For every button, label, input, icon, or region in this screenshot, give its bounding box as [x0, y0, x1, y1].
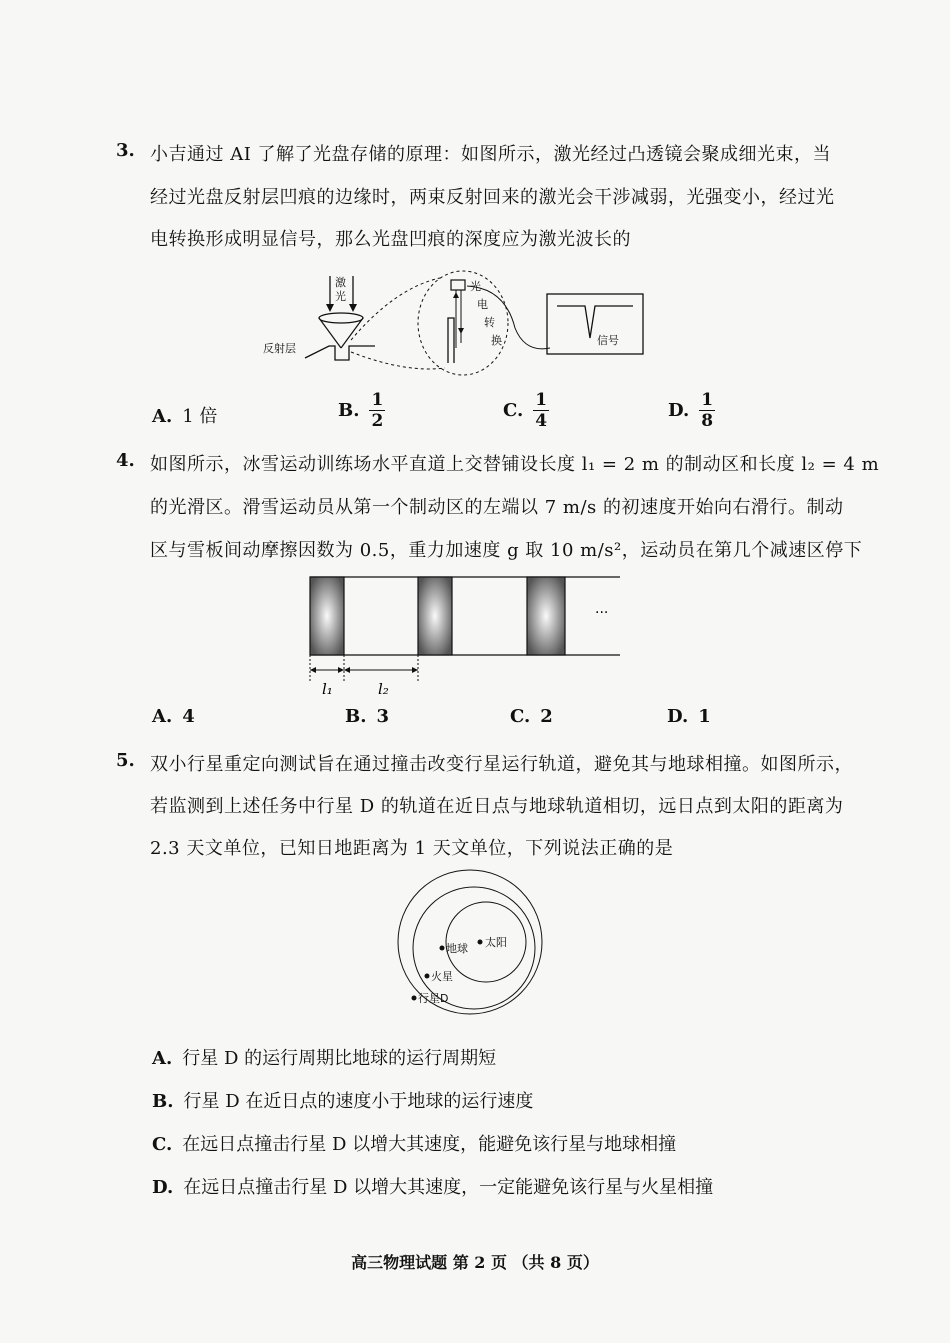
- question-3-line-1: 小吉通过 AI 了解了光盘存储的原理：如图所示，激光经过凸透镜会聚成细光束，当: [150, 144, 832, 165]
- option-key: A.: [152, 406, 173, 427]
- question-3-line-3: 电转换形成明显信号，那么光盘凹痕的深度应为激光波长的: [150, 229, 631, 250]
- option-key: B.: [338, 399, 360, 421]
- option-text: 在远日点撞击行星 D 以增大其速度，能避免该行星与地球相撞: [182, 1134, 677, 1155]
- q5-option-b[interactable]: [152, 1087, 533, 1113]
- question-3-line-2: 经过光盘反射层凹痕的边缘时，两束反射回来的激光会干涉减弱，光强变小，经过光: [150, 187, 835, 208]
- converter-label-4: 换: [491, 334, 502, 347]
- q4-option-b[interactable]: [345, 706, 389, 727]
- laser-label-2: 光: [335, 290, 346, 303]
- question-5-line-2: 若监测到上述任务中行星 D 的轨道在近日点与地球轨道相切，远日点到太阳的距离为: [150, 796, 844, 817]
- option-key: C.: [503, 399, 524, 421]
- option-text: 4: [182, 706, 195, 727]
- converter-label-1: 光: [470, 280, 481, 293]
- laser-label-1: 激: [335, 276, 346, 289]
- option-key: C.: [152, 1134, 173, 1155]
- option-text: 1 倍: [182, 406, 218, 427]
- q5-option-c[interactable]: [152, 1130, 676, 1156]
- option-text: 行星 D 的运行周期比地球的运行周期短: [182, 1048, 497, 1069]
- option-key: B.: [152, 1091, 174, 1112]
- q3-option-c[interactable]: [503, 390, 549, 431]
- reflect-layer-label: 反射层: [263, 342, 296, 355]
- option-key: D.: [152, 1177, 174, 1198]
- optical-disc-diagram: [255, 268, 675, 388]
- question-4-line-3: 区与雪板间动摩擦因数为 0.5，重力加速度 g 取 10 m/s²，运动员在第几个减速区停下: [150, 540, 863, 561]
- ski-track-diagram: [300, 572, 630, 702]
- q3-option-a[interactable]: [152, 402, 217, 428]
- option-text: 1: [698, 706, 711, 727]
- option-key: D.: [667, 706, 689, 727]
- q4-option-a[interactable]: [152, 706, 195, 727]
- option-key: D.: [668, 399, 690, 421]
- sun-label: 太阳: [485, 936, 507, 949]
- question-5-line-3: 2.3 天文单位，已知日地距离为 1 天文单位，下列说法正确的是: [150, 838, 674, 859]
- fraction: $\frac{1}{8}$: [701, 390, 714, 431]
- option-key: A.: [152, 1048, 173, 1069]
- option-key: B.: [345, 706, 367, 727]
- option-text: 在远日点撞击行星 D 以增大其速度，一定能避免该行星与火星相撞: [183, 1177, 714, 1198]
- q5-option-d[interactable]: [152, 1173, 713, 1199]
- q4-option-c[interactable]: [510, 706, 553, 727]
- question-5-number: 5.: [116, 750, 135, 771]
- converter-label-2: 电: [477, 298, 488, 311]
- page-footer: 高三物理试题 第 2 页 （共 8 页）: [351, 1253, 599, 1272]
- q3-option-b[interactable]: [338, 390, 385, 431]
- l1-label: l₁: [322, 680, 333, 698]
- continuation-dots: ···: [595, 605, 609, 621]
- fraction: $\frac{1}{4}$: [535, 390, 548, 431]
- option-key: C.: [510, 706, 531, 727]
- question-4-number: 4.: [116, 450, 135, 471]
- q4-option-d[interactable]: [667, 706, 711, 727]
- option-key: A.: [152, 706, 173, 727]
- option-text: 2: [540, 706, 553, 727]
- q5-option-a[interactable]: [152, 1044, 496, 1070]
- converter-label-3: 转: [484, 316, 495, 329]
- option-text: 3: [376, 706, 390, 727]
- question-4-line-1: 如图所示，冰雪运动训练场水平直道上交替铺设长度 l₁ = 2 m 的制动区和长度 l₂ = 4 m: [150, 454, 880, 475]
- fraction: $\frac{1}{2}$: [371, 390, 384, 431]
- earth-label: 地球: [446, 942, 468, 955]
- question-5-line-1: 双小行星重定向测试旨在通过撞击改变行星运行轨道，避免其与地球相撞。如图所示，: [150, 754, 853, 775]
- question-4-line-2: 的光滑区。滑雪运动员从第一个制动区的左端以 7 m/s 的初速度开始向右滑行。制动: [150, 497, 844, 518]
- orbit-diagram: [390, 868, 560, 1018]
- option-text: 行星 D 在近日点的速度小于地球的运行速度: [183, 1091, 534, 1112]
- mars-label: 火星: [431, 970, 453, 983]
- l2-label: l₂: [378, 680, 389, 698]
- question-3-number: 3.: [116, 140, 135, 161]
- planet-d-label: 行星D: [418, 992, 449, 1005]
- signal-label: 信号: [597, 334, 619, 347]
- q3-option-d[interactable]: [668, 390, 715, 431]
